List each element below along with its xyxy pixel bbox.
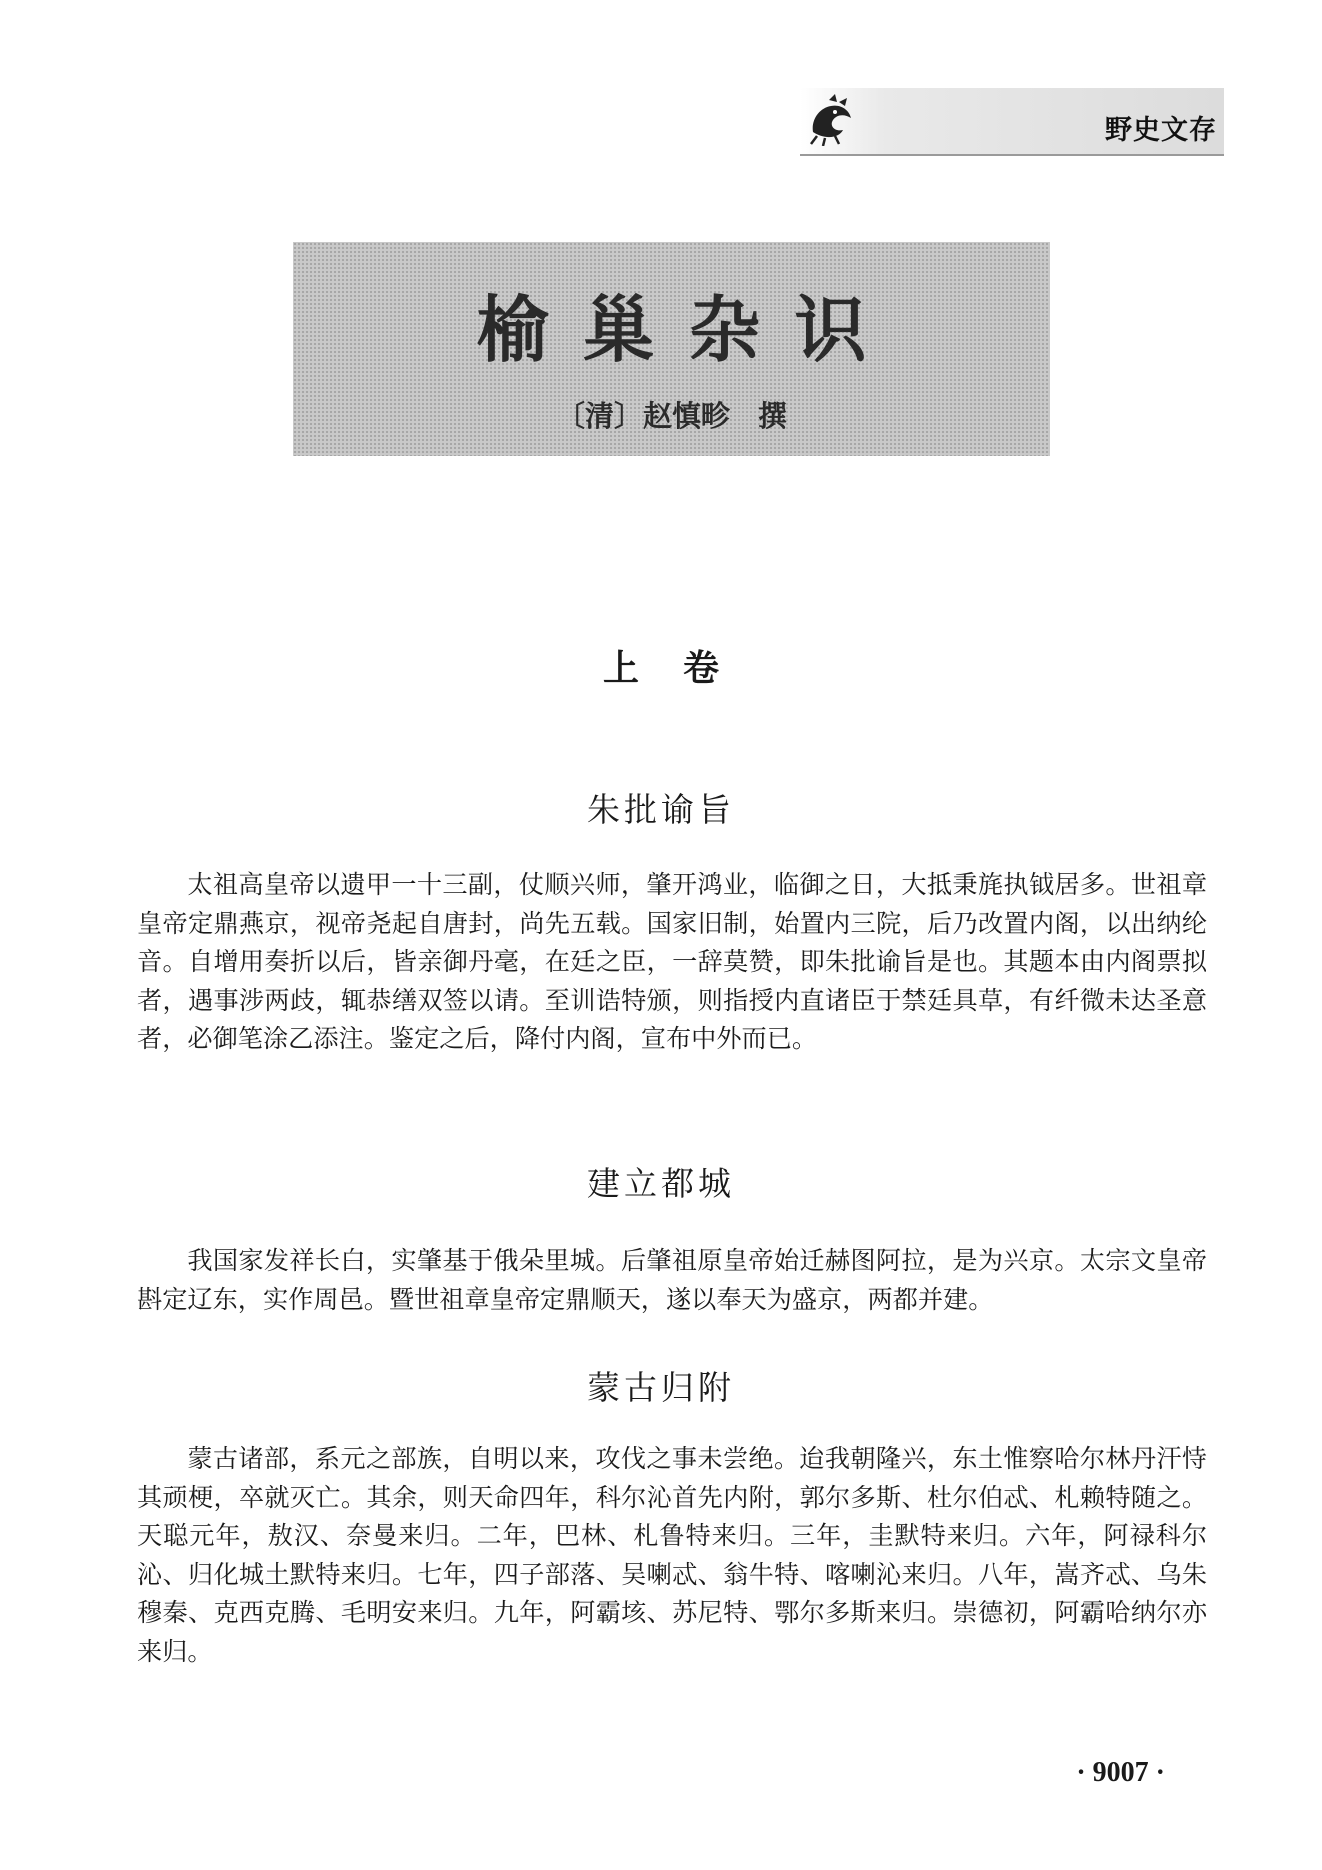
- series-title: 野史文存: [1105, 115, 1217, 146]
- dragon-icon: [805, 92, 859, 146]
- author-name: 〔清〕赵慎畛: [555, 399, 730, 433]
- title-block: [293, 242, 1050, 456]
- author-line: [293, 394, 1050, 435]
- section-paragraph: 我国家发祥长白，实肇基于俄朵里城。后肇祖原皇帝始迁赫图阿拉，是为兴京。太宗文皇帝斟定辽东，实作周邑。暨世祖章皇帝定鼎顺天，遂以奉天为盛京，两都并建。: [137, 1246, 1207, 1314]
- author-role: 撰: [758, 399, 788, 433]
- section-paragraph: 太祖高皇帝以遗甲一十三副，仗顺兴师，肇开鸿业，临御之日，大抵秉旄执钺居多。世祖章皇帝定鼎燕京，视帝尧起自唐封，尚先五载。国家旧制，始置内三院，后乃改置内阁，以出纳纶音。自增用奏折以后，皆亲御丹毫，在廷之臣，一辞莫赞，即朱批谕旨是也。其题本由内阁票拟者，遇事涉两歧，辄恭缮双签以请。至训诰特颁，则指授内直诸臣于禁廷具草，有纤微未达圣意者，必御笔涂乙添注。鉴定之后，降付内阁，宣布中外而已。: [137, 870, 1207, 1053]
- section-heading: 建立都城: [587, 1164, 735, 1203]
- section-heading: 蒙古归附: [587, 1368, 735, 1407]
- book-title: 榆巢杂识: [476, 288, 901, 372]
- section-heading: 朱批谕旨: [587, 790, 735, 829]
- page-number: · 9007 ·: [1076, 1757, 1165, 1788]
- volume-title: 上卷: [602, 648, 763, 689]
- section-paragraph: 蒙古诸部，系元之部族，自明以来，攻伐之事未尝绝。迨我朝隆兴，东土惟察哈尔林丹汗恃其顽梗，卒就灭亡。其余，则天命四年，科尔沁首先内附，郭尔多斯、杜尔伯忒、札赖特随之。天聪元年，敖汉、奈曼来归。二年，巴林、札鲁特来归。三年，圭默特来归。六年，阿禄科尔沁、归化城土默特来归。七年，四子部落、吴喇忒、翁牛特、喀喇沁来归。八年，嵩齐忒、乌朱穆秦、克西克腾、毛明安来归。九年，阿霸垓、苏尼特、鄂尔多斯来归。崇德初，阿霸哈纳尔亦来归。: [137, 1444, 1207, 1666]
